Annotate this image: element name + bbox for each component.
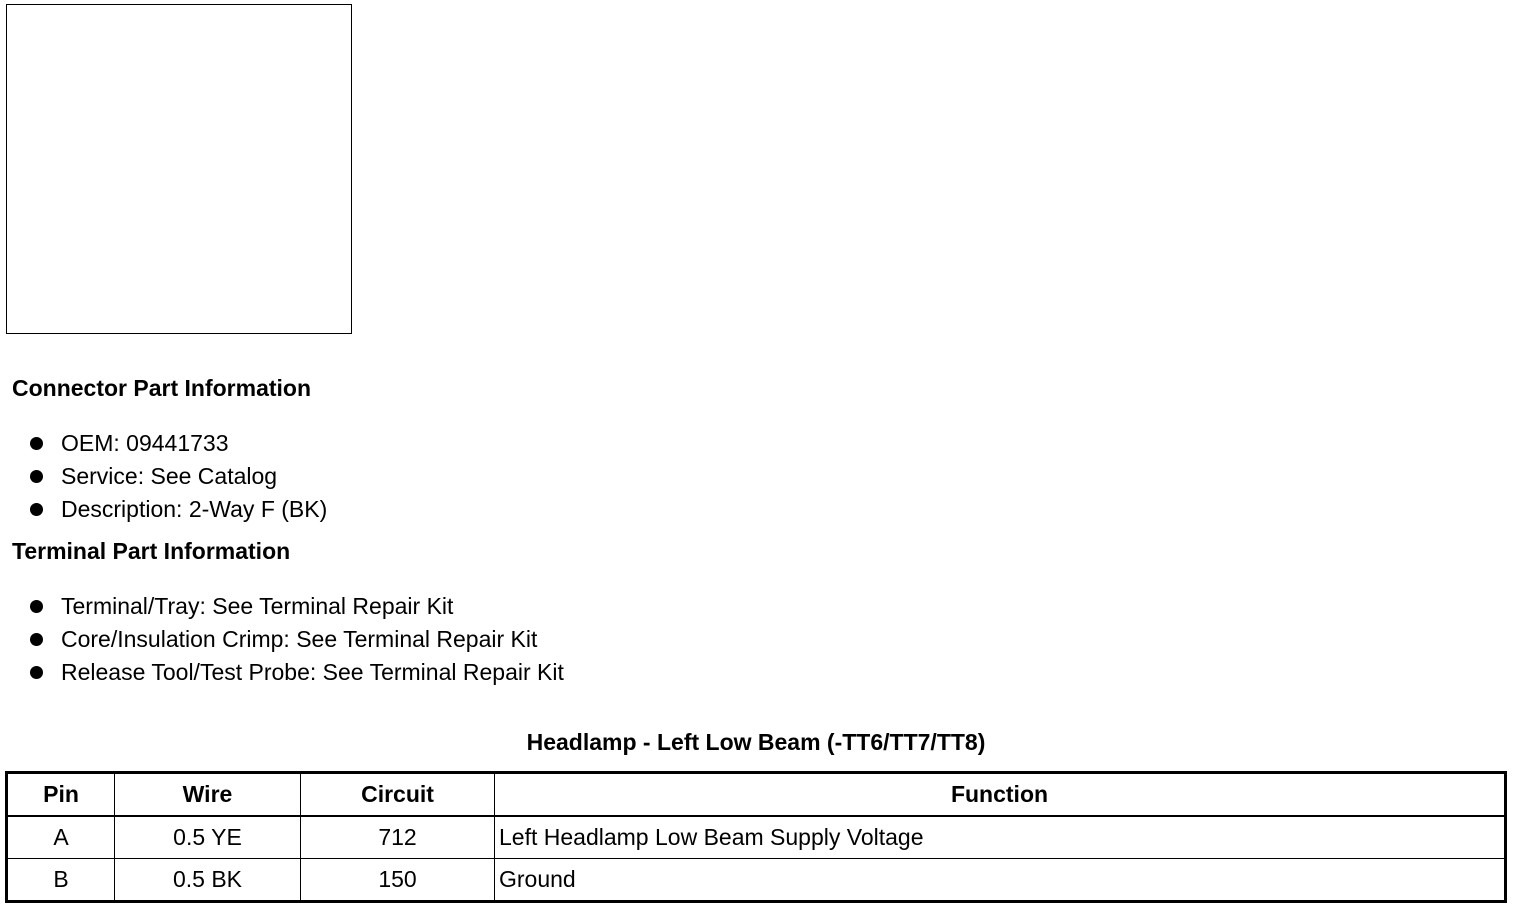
column-header-wire: Wire (115, 773, 301, 817)
terminal-info-crimp: Core/Insulation Crimp: See Terminal Repair Kit (61, 626, 538, 652)
bullet-icon (30, 666, 43, 679)
terminal-info-heading: Terminal Part Information (12, 538, 291, 564)
table-header-row (7, 773, 1506, 817)
pin-table-title: Headlamp - Left Low Beam (-TT6/TT7/TT8) (526, 729, 986, 755)
terminal-info-tray: Terminal/Tray: See Terminal Repair Kit (61, 593, 454, 619)
column-header-function: Function (495, 773, 1506, 817)
terminal-info-release-tool: Release Tool/Test Probe: See Terminal Repair Kit (61, 659, 564, 685)
bullet-icon (30, 437, 43, 450)
bullet-icon (30, 470, 43, 483)
connector-image-frame (6, 4, 352, 334)
bullet-icon (30, 503, 43, 516)
connector-info-service: Service: See Catalog (61, 463, 278, 489)
cell-pin: A (7, 816, 115, 859)
column-header-pin: Pin (7, 773, 115, 817)
cell-wire: 0.5 YE (115, 816, 301, 859)
connector-info-oem: OEM: 09441733 (61, 430, 229, 456)
connector-info-heading: Connector Part Information (12, 375, 312, 401)
bullet-icon (30, 633, 43, 646)
cell-function: Left Headlamp Low Beam Supply Voltage (495, 816, 1506, 859)
table-row (7, 859, 1506, 902)
table-row (7, 816, 1506, 859)
cell-pin: B (7, 859, 115, 902)
connector-info-description: Description: 2-Way F (BK) (61, 496, 328, 522)
cell-function: Ground (495, 859, 1506, 902)
cell-circuit: 150 (301, 859, 495, 902)
bullet-icon (30, 600, 43, 613)
cell-circuit: 712 (301, 816, 495, 859)
cell-wire: 0.5 BK (115, 859, 301, 902)
pin-table (5, 771, 1507, 903)
column-header-circuit: Circuit (301, 773, 495, 817)
